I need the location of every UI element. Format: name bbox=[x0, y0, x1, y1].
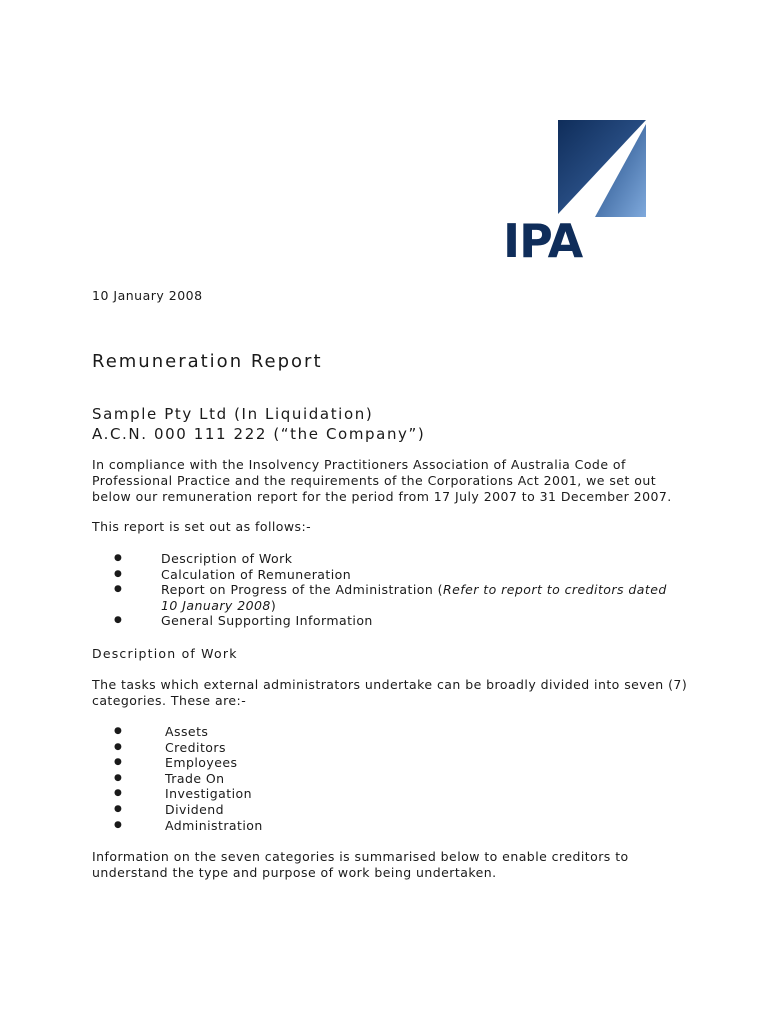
list-item bbox=[92, 724, 492, 740]
contents-item-label: General Supporting Information bbox=[161, 613, 373, 629]
list-item bbox=[92, 613, 682, 629]
bullet-icon: ● bbox=[114, 819, 123, 830]
list-item bbox=[92, 771, 492, 787]
bullet-icon: ● bbox=[114, 757, 123, 768]
company-block bbox=[92, 404, 425, 444]
contents-item-label bbox=[92, 582, 682, 613]
bullet-icon: ● bbox=[114, 584, 123, 595]
intro-paragraph: In compliance with the Insolvency Practitioners Association of Australia Code of Professional Practice and the requirements of the Corporations Act 2001, we set out below our remuneration report for the period from 17 July 2007 to 31 December 2007. bbox=[92, 457, 672, 504]
contents-item-prefix: Report on Progress of the Administration ( bbox=[161, 582, 443, 598]
ipa-logo bbox=[503, 118, 649, 268]
company-name: Sample Pty Ltd (In Liquidation) bbox=[92, 405, 374, 423]
list-item bbox=[92, 755, 492, 771]
bullet-icon: ● bbox=[114, 772, 123, 783]
bullet-icon: ● bbox=[114, 553, 123, 563]
list-item bbox=[92, 802, 492, 818]
bullet-icon: ● bbox=[114, 568, 123, 579]
category-label: Investigation bbox=[165, 786, 252, 802]
category-label: Trade On bbox=[165, 770, 225, 786]
list-item bbox=[92, 582, 682, 613]
section-heading: Description of Work bbox=[92, 646, 238, 661]
company-acn: A.C.N. 000 111 222 (“the Company”) bbox=[92, 425, 426, 443]
category-label: Assets bbox=[165, 724, 209, 739]
tasks-intro: The tasks which external administrators undertake can be broadly divided into seven (7) categories. These are:- bbox=[92, 677, 688, 708]
list-item bbox=[92, 567, 682, 583]
bullet-icon: ● bbox=[114, 803, 123, 814]
bullet-icon: ● bbox=[114, 615, 123, 626]
document-date: 10 January 2008 bbox=[92, 288, 203, 303]
list-item bbox=[92, 551, 682, 567]
category-label: Administration bbox=[165, 817, 263, 833]
report-intro: This report is set out as follows:- bbox=[92, 519, 312, 534]
bullet-icon: ● bbox=[114, 726, 123, 736]
list-item bbox=[92, 818, 492, 834]
contents-item-suffix: ) bbox=[270, 597, 277, 613]
category-label: Dividend bbox=[165, 801, 225, 817]
category-label: Employees bbox=[165, 755, 238, 771]
list-item bbox=[92, 740, 492, 756]
contents-item-label: Description of Work bbox=[161, 551, 293, 566]
logo-text: IPA bbox=[503, 214, 583, 268]
bullet-icon: ● bbox=[114, 741, 123, 752]
ipa-logo-graphic bbox=[503, 118, 649, 218]
category-label: Creditors bbox=[165, 739, 226, 755]
contents-item-reference: Refer to report to creditors dated 10 January 2008 bbox=[161, 582, 667, 613]
summary-paragraph: Information on the seven categories is summarised below to enable creditors to understand the type and purpose of work being undertaken. bbox=[92, 849, 629, 880]
categories-list bbox=[92, 724, 492, 833]
bullet-icon: ● bbox=[114, 788, 123, 799]
contents-item-label: Calculation of Remuneration bbox=[161, 566, 352, 582]
report-title: Remuneration Report bbox=[92, 351, 323, 372]
list-item bbox=[92, 786, 492, 802]
contents-list bbox=[92, 551, 682, 629]
